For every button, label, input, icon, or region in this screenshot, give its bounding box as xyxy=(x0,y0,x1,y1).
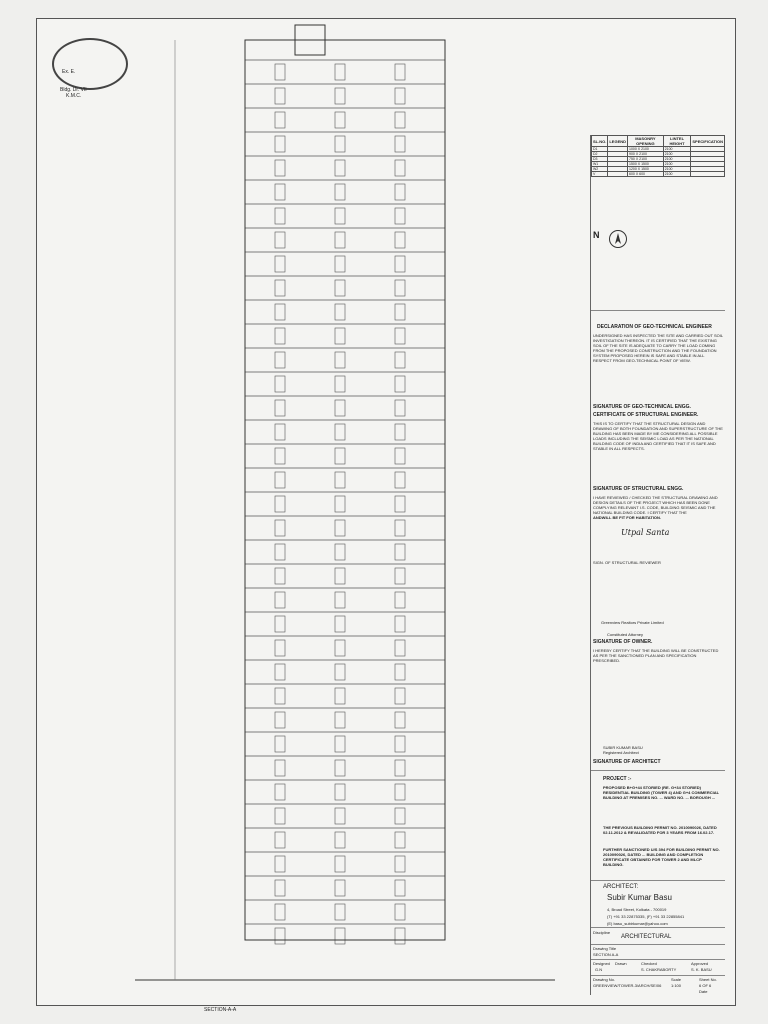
window-opening xyxy=(335,400,345,416)
approved-value: S. K. BASU xyxy=(691,967,712,972)
window-opening xyxy=(395,304,405,320)
window-opening xyxy=(395,256,405,272)
window-opening xyxy=(275,616,285,632)
stamp-text-2: Bldg. Dr. VII xyxy=(60,87,87,93)
window-opening xyxy=(275,328,285,344)
window-opening xyxy=(335,184,345,200)
window-opening xyxy=(395,808,405,824)
legend-cell xyxy=(608,172,628,177)
stamp-text-3: K.M.C. xyxy=(66,93,82,99)
window-opening xyxy=(275,904,285,920)
window-opening xyxy=(275,184,285,200)
legend-cell: 1200 X 1500 xyxy=(628,167,664,172)
drawing-title: SECTION A-A xyxy=(593,952,619,957)
window-opening xyxy=(335,616,345,632)
window-opening xyxy=(395,712,405,728)
legend-cell: 2100 xyxy=(663,172,691,177)
structural-signature: Utpal Santa xyxy=(621,528,670,537)
window-opening xyxy=(275,280,285,296)
window-opening xyxy=(335,808,345,824)
window-opening xyxy=(395,328,405,344)
window-opening xyxy=(395,232,405,248)
section-title: SECTION-A-A xyxy=(204,1007,237,1013)
checked-label: Checked xyxy=(641,961,657,966)
window-opening xyxy=(395,448,405,464)
window-opening xyxy=(335,304,345,320)
window-opening xyxy=(275,112,285,128)
structural-signature-label: SIGNATURE OF STRUCTURAL ENGG. xyxy=(593,486,684,492)
window-opening xyxy=(395,592,405,608)
checked-value: S. CHAKRABORTY xyxy=(641,967,677,972)
window-opening xyxy=(335,280,345,296)
window-opening xyxy=(395,112,405,128)
window-opening xyxy=(335,928,345,944)
approval-stamp xyxy=(52,38,128,90)
architect-phone: (T) +91 33 22875335, (F) +91 33 22855841 xyxy=(607,914,685,919)
drawing-number: GREENVIEW/TOWER-3/ARCH/SE/06 xyxy=(593,983,662,988)
architect-name: Subir Kumar Basu xyxy=(607,893,672,902)
window-opening xyxy=(395,208,405,224)
window-opening xyxy=(395,160,405,176)
window-opening xyxy=(275,208,285,224)
window-opening xyxy=(335,208,345,224)
window-opening xyxy=(395,376,405,392)
legend-cell: 600 X 600 xyxy=(628,172,664,177)
window-opening xyxy=(275,640,285,656)
legend-header: SPECIFICATION xyxy=(691,136,725,147)
geo-signature-label: SIGNATURE OF GEO-TECHNICAL ENGG. xyxy=(593,404,691,410)
owner-body: I HEREBY CERTIFY THAT THE BUILDING WILL BE CONSTRUCTED AS PER THE SANCTIONED PLAN AND SPECIFICATION PRESCRIBED. xyxy=(593,648,719,663)
architect-sig-reg: Registered Architect xyxy=(603,750,639,755)
project-note-2: FURTHER SANCTIONED U/S 394 FOR BUILDING PERMIT NO. 2010090026, DATED ... BUILDING AND COMPLETION CERTIFICATE OBTAINED FOR TOWER 2 AND MLCP BUILDING. xyxy=(603,847,720,867)
window-opening xyxy=(275,160,285,176)
window-opening xyxy=(395,184,405,200)
window-opening xyxy=(395,928,405,944)
window-opening xyxy=(275,928,285,944)
window-opening xyxy=(395,904,405,920)
window-opening xyxy=(335,424,345,440)
legend-cell: V xyxy=(592,172,608,177)
window-opening xyxy=(275,688,285,704)
window-opening xyxy=(275,568,285,584)
window-opening xyxy=(275,784,285,800)
window-opening xyxy=(335,592,345,608)
window-opening xyxy=(335,352,345,368)
legend-header: LINTEL HEIGHT xyxy=(663,136,691,147)
window-opening xyxy=(395,784,405,800)
window-opening xyxy=(395,880,405,896)
window-opening xyxy=(275,592,285,608)
window-opening xyxy=(335,328,345,344)
window-opening xyxy=(275,136,285,152)
architect-label: ARCHITECT: xyxy=(603,884,639,890)
window-opening xyxy=(275,400,285,416)
window-opening xyxy=(275,664,285,680)
window-opening xyxy=(335,88,345,104)
project-note: THE PREVIOUS BUILDING PERMIT NO. 2010090026, DATED 02.11.2012 & REVALIDATED FOR 3 YEARS FROM 16.02.17. xyxy=(603,825,717,835)
title-panel xyxy=(590,135,725,995)
window-opening xyxy=(395,736,405,752)
window-opening xyxy=(395,760,405,776)
window-opening xyxy=(335,784,345,800)
architect-signature-label: SIGNATURE OF ARCHITECT xyxy=(593,759,661,765)
legend-cell: 2100 xyxy=(663,167,691,172)
window-opening xyxy=(395,88,405,104)
window-opening xyxy=(335,64,345,80)
designed-value: G.N xyxy=(595,967,603,972)
designed-label: Designed xyxy=(593,961,610,966)
drawn-label: Drawn xyxy=(615,961,627,966)
legend-cell: 2100 xyxy=(663,162,691,167)
window-opening xyxy=(275,880,285,896)
legend-table xyxy=(591,135,725,177)
window-opening xyxy=(335,832,345,848)
window-opening xyxy=(275,304,285,320)
legend-header: SL.NO. xyxy=(592,136,608,147)
legend-cell: D1 xyxy=(592,147,608,152)
legend-cell: 2100 xyxy=(663,157,691,162)
legend-cell: D3 xyxy=(592,157,608,162)
window-opening xyxy=(395,568,405,584)
legend-cell xyxy=(691,172,725,177)
divider xyxy=(591,944,725,945)
divider xyxy=(591,927,725,928)
legend-cell: 750 X 2100 xyxy=(628,157,664,162)
scale-label: Scale xyxy=(671,977,682,982)
window-opening xyxy=(335,112,345,128)
window-opening xyxy=(395,544,405,560)
window-opening xyxy=(335,688,345,704)
window-opening xyxy=(335,472,345,488)
window-opening xyxy=(395,496,405,512)
architect-email: (E) basu_subirkumar@yahoo.com xyxy=(607,921,668,926)
window-opening xyxy=(275,232,285,248)
owner-signature-label: SIGNATURE OF OWNER. xyxy=(593,639,653,645)
window-opening xyxy=(275,760,285,776)
window-opening xyxy=(335,760,345,776)
window-opening xyxy=(335,256,345,272)
scale-value: 1:100 xyxy=(671,983,682,988)
window-opening xyxy=(275,472,285,488)
window-opening xyxy=(335,544,345,560)
architect-address: 4, Broad Street, Kolkata - 700019 xyxy=(607,907,667,912)
window-opening xyxy=(335,712,345,728)
approved-label: Approved xyxy=(691,961,709,966)
stamp-text-1: Ex. E. xyxy=(62,69,76,75)
window-opening xyxy=(335,904,345,920)
window-opening xyxy=(275,352,285,368)
window-opening xyxy=(335,880,345,896)
north-arrow-icon xyxy=(609,230,627,248)
window-opening xyxy=(275,712,285,728)
divider xyxy=(591,880,725,881)
owner-role: Constituted Attorney xyxy=(607,632,644,637)
date-label: Date xyxy=(699,989,708,994)
legend-cell: W2 xyxy=(592,167,608,172)
divider xyxy=(591,310,725,311)
window-opening xyxy=(335,568,345,584)
window-opening xyxy=(395,616,405,632)
legend-header-row xyxy=(592,136,725,147)
structural-body: THIS IS TO CERTIFY THAT THE STRUCTURAL DESIGN AND DRAWING OF BOTH FOUNDATION AND SUPERSTRUCTURE OF THE BUILDING HAS BEEN MADE BY ME CONSIDERING ALL POSSIBLE LOADS INCLUDING THE SEISMIC LOAD AS PER THE NATIONAL BUILDING CODE OF INDIA AND CERTIFIED THAT IT IS SAFE AND STABLE IN ALL RESPECTS. xyxy=(593,421,723,451)
window-opening xyxy=(335,376,345,392)
legend-cell: 900 X 2100 xyxy=(628,152,664,157)
drawing-number-label: Drawing No. xyxy=(593,977,616,982)
geo-heading: DECLARATION OF GEO-TECHNICAL ENGINEER xyxy=(597,324,712,330)
window-opening xyxy=(395,520,405,536)
legend-cell: 2100 xyxy=(663,147,691,152)
window-opening xyxy=(395,280,405,296)
window-opening xyxy=(335,232,345,248)
legend-header: LEGEND xyxy=(608,136,628,147)
owner-company: Greenview Realtors Private Limited xyxy=(601,620,664,625)
window-opening xyxy=(275,520,285,536)
window-opening xyxy=(335,736,345,752)
project-heading: PROJECT :- xyxy=(603,776,632,782)
drawing-title-label: Drawing Title xyxy=(593,946,617,951)
sheet-value: 6 OF 6 xyxy=(699,983,712,988)
legend-cell: 1000 X 2100 xyxy=(628,147,664,152)
window-opening xyxy=(335,856,345,872)
structural-review-tail: ANDWILL BE FIT FOR HABITATION. xyxy=(593,515,661,520)
sheet-label: Sheet No. xyxy=(699,977,717,982)
discipline-value: ARCHITECTURAL xyxy=(621,934,672,940)
legend-cell: 2100 xyxy=(663,152,691,157)
window-opening xyxy=(275,424,285,440)
window-opening xyxy=(395,472,405,488)
window-opening xyxy=(275,64,285,80)
structural-reviewer-label: SIGN. OF STRUCTURAL REVIEWER xyxy=(593,560,661,565)
window-opening xyxy=(335,448,345,464)
geo-body: UNDERSIGNED HAS INSPECTED THE SITE AND CARRIED OUT SOIL INVESTIGATION THEREON. IT IS CERTIFIED THAT THE EXISTING SOIL OF THE SITE IS ADEQUATE TO CARRY THE LOAD COMING FROM THE PROPOSED CONSTRUCTION AND THE FOUNDATION SYSTEM PROPOSED HEREIN IS SAFE AND STABLE IN ALL RESPECT FROM GEO-TECHNICAL POINT OF VIEW. xyxy=(593,333,723,363)
divider xyxy=(591,975,725,976)
window-opening xyxy=(395,424,405,440)
divider xyxy=(591,770,725,771)
window-opening xyxy=(335,160,345,176)
legend-header: MASONRY OPENING xyxy=(628,136,664,147)
architect-sig-name: SUBIR KUMAR BASU xyxy=(603,745,643,750)
window-opening xyxy=(335,520,345,536)
window-opening xyxy=(275,448,285,464)
legend-cell: D2 xyxy=(592,152,608,157)
window-opening xyxy=(275,256,285,272)
window-opening xyxy=(395,832,405,848)
structural-heading: CERTIFICATE OF STRUCTURAL ENGINEER. xyxy=(593,412,699,418)
window-opening xyxy=(275,856,285,872)
window-opening xyxy=(335,136,345,152)
project-body: PROPOSED B+G+44 STORIED (RE. G+34 STORIED) RESIDENTIAL BUILDING (TOWER 4) AND G+4 COMMERCIAL BUILDING AT PREMISES NO. ... WARD NO. ... BOROUGH ... xyxy=(603,785,719,800)
window-opening xyxy=(275,88,285,104)
window-opening xyxy=(275,736,285,752)
legend-cell: 1500 X 1500 xyxy=(628,162,664,167)
divider xyxy=(591,959,725,960)
discipline-label: Discipline xyxy=(593,930,611,935)
window-opening xyxy=(395,352,405,368)
legend-row xyxy=(592,172,725,177)
window-opening xyxy=(395,400,405,416)
window-opening xyxy=(335,496,345,512)
window-opening xyxy=(395,688,405,704)
north-label: N xyxy=(593,230,600,240)
window-opening xyxy=(275,832,285,848)
window-opening xyxy=(395,640,405,656)
window-opening xyxy=(275,496,285,512)
window-opening xyxy=(395,856,405,872)
window-opening xyxy=(275,376,285,392)
window-opening xyxy=(335,664,345,680)
window-opening xyxy=(335,640,345,656)
window-opening xyxy=(395,64,405,80)
legend-cell: W1 xyxy=(592,162,608,167)
window-opening xyxy=(395,664,405,680)
window-opening xyxy=(275,808,285,824)
structural-review-body: I HAVE REVIEWED / CHECKED THE STRUCTURAL DRAWING AND DESIGN DETAILS OF THE PROJECT WHICH HAS BEEN DONE COMPLYING RELEVANT I.S. CODE, BUILDING SEISMIC AND THE NATIONAL BUILDING CODE. I CERTIFY THAT THE xyxy=(593,495,718,515)
window-opening xyxy=(275,544,285,560)
window-opening xyxy=(395,136,405,152)
building-section-drawing xyxy=(135,20,555,1005)
